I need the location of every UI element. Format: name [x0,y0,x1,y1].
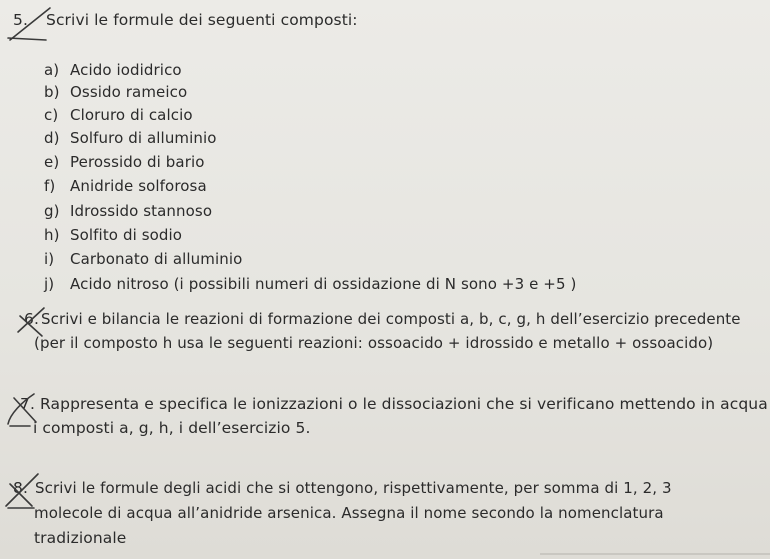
pen-mark-icon [0,0,60,50]
question-number-8: 8. [13,479,28,497]
question-number-5: 5. [13,11,28,29]
pen-mark-icon [0,384,50,434]
list-item: i) Carbonato di alluminio [44,250,243,268]
question-number-6: 6. [24,310,39,328]
list-item: b) Ossido rameico [44,83,188,101]
list-item: a) Acido iodidrico [44,61,182,79]
list-item: h) Solfito di sodio [44,226,183,244]
pen-mark-icon [14,302,54,342]
question-8-text: Scrivi le formule degli acidi che si ottengono, rispettivamente, per somma di 1, 2, 3 [35,479,672,497]
question-7-text: Rappresenta e specifica le ionizzazioni o le dissociazioni che si verificano mettendo in acqua [40,395,768,413]
question-8-text: molecole di acqua all’anidride arsenica. Assegna il nome secondo la nomenclatura [34,504,664,522]
page-edge [540,553,770,555]
list-item: c) Cloruro di calcio [44,106,193,124]
question-7-text: i composti a, g, h, i dell’esercizio 5. [33,419,311,437]
question-5-text: Scrivi le formule dei seguenti composti: [46,11,358,29]
question-6-text: Scrivi e bilancia le reazioni di formazione dei composti a, b, c, g, h dell’esercizio precedente [41,310,741,328]
question-6-text: (per il composto h usa le seguenti reazioni: ossoacido + idrossido e metallo + ossoacido) [34,334,714,352]
list-item: d) Solfuro di alluminio [44,129,217,147]
list-item: e) Perossido di bario [44,153,205,171]
list-item: g) Idrossido stannoso [44,202,213,220]
question-8-text: tradizionale [34,529,127,547]
list-item: f) Anidride solforosa [44,177,207,195]
question-number-7: 7. [20,395,35,413]
list-item: j) Acido nitroso (i possibili numeri di ossidazione di N sono +3 e +5 ) [44,275,577,293]
pen-mark-icon [0,466,50,516]
